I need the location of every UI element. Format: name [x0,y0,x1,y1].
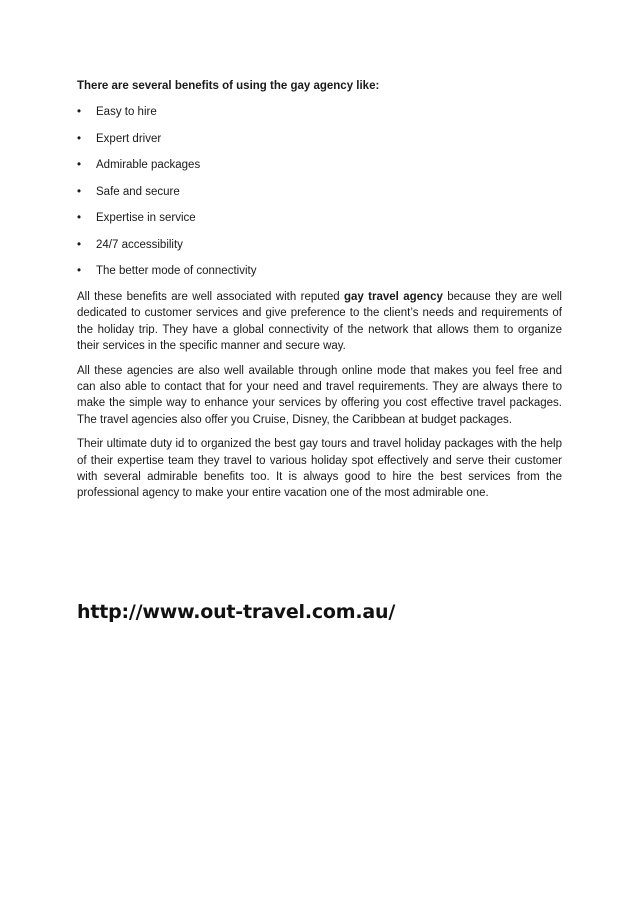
bullet-icon: • [77,132,82,145]
bullet-icon: • [77,238,82,251]
list-item-text: Expertise in service [96,212,196,224]
list-item [77,263,562,279]
list-item [77,184,562,200]
list-item-text: Expert driver [96,132,162,145]
list-item-text: Easy to hire [96,106,157,118]
bullet-icon: • [77,106,82,118]
list-item [77,157,562,173]
paragraph-ultimate-duty: Their ultimate duty id to organized the best gay tours and travel holiday packages with the help of their expertise team they travel to various holiday spot effectively and serve their customer with several admirable benefits too. It is always good to hire the best services from the professional agency to make your entire vacation one of the most admirable one. [77,438,562,500]
bullet-icon: • [77,212,82,224]
list-item [77,237,562,253]
bullet-icon: • [77,265,82,277]
benefits-list [77,104,562,279]
benefits-heading: There are several benefits of using the gay agency like: [77,80,380,92]
list-item [77,131,562,147]
paragraph-text: because they are well dedicated to customer services and give preference to the client’s needs and requirements of the holiday trip. They have a global connectivity of the network that allows them to organize their services in the specific manner and secure way. [77,291,562,353]
bullet-icon: • [77,159,82,171]
website-url-link[interactable]: http://www.out-travel.com.au/ [77,601,396,623]
list-item-text: Admirable packages [96,159,201,171]
document-body [77,78,562,510]
list-item [77,210,562,226]
paragraph-text: All these benefits are well associated with reputed [77,291,344,303]
bullet-icon: • [77,185,82,198]
list-item [77,104,562,120]
list-item-text: Safe and secure [96,185,180,198]
paragraph-associated-benefits [77,289,562,355]
list-item-text: 24/7 accessibility [96,238,183,251]
paragraph-online-availability: All these agencies are also well available through online mode that makes you feel free and can also able to contact that for your need and travel requirements. They are always there to make the simple way to enhance your services by offering you cost effective travel packages. The travel agencies also offer you Cruise, Disney, the Caribbean at budget packages. [77,364,562,426]
keyword-bold: gay travel agency [344,291,443,303]
list-item-text: The better mode of connectivity [96,265,257,277]
